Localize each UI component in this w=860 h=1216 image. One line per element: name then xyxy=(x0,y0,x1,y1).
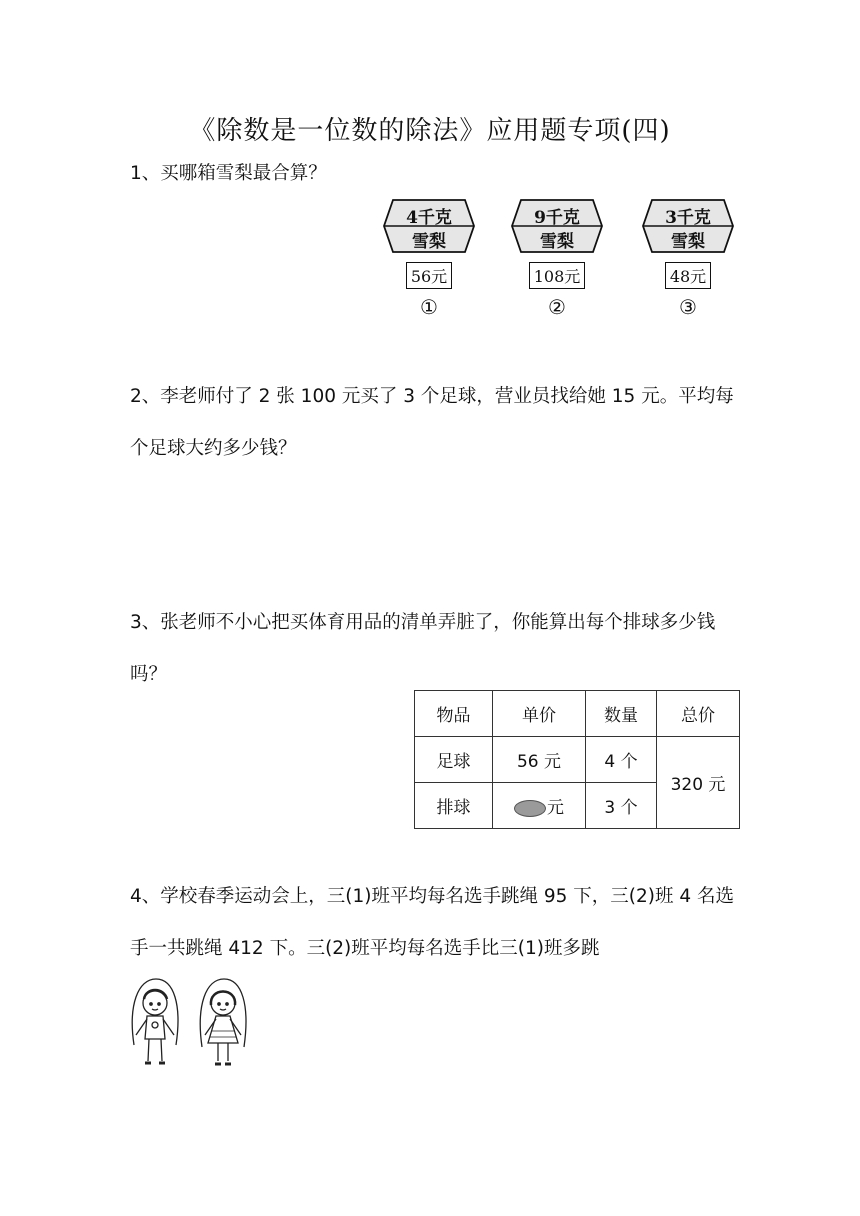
pear-box-1 xyxy=(383,198,475,319)
total-price-cell: 320 元 xyxy=(657,737,740,829)
box-name: 雪梨 xyxy=(412,232,446,252)
box-weight: 4千克 xyxy=(406,208,452,228)
quantity-cell: 3 个 xyxy=(586,783,657,829)
ink-stain-icon xyxy=(514,800,546,817)
header-cell: 数量 xyxy=(586,691,657,737)
box-weight: 9千克 xyxy=(534,208,580,228)
box-price: 108元 xyxy=(529,262,586,289)
box-price: 48元 xyxy=(665,262,711,289)
sports-goods-table xyxy=(414,690,740,829)
header-cell: 总价 xyxy=(657,691,740,737)
price-unit: 元 xyxy=(547,798,564,818)
children-jumping-rope-illustration xyxy=(126,975,256,1073)
box-name: 雪梨 xyxy=(671,232,705,252)
question-2-text: 2、李老师付了 2 张 100 元买了 3 个足球，营业员找给她 15 元。平均每个足球大约多少钱？ xyxy=(130,386,734,459)
box-price: 56元 xyxy=(406,262,452,289)
box-number: ③ xyxy=(679,295,697,319)
unit-price-cell xyxy=(493,783,586,829)
table-header-row xyxy=(415,691,740,737)
box-number: ① xyxy=(420,295,438,319)
box-number: ② xyxy=(548,295,566,319)
question-1-text: 1、买哪箱雪梨最合算？ xyxy=(130,163,327,184)
box-name: 雪梨 xyxy=(540,232,574,252)
pear-box-2 xyxy=(511,198,603,319)
box-weight: 3千克 xyxy=(665,208,711,228)
quantity-cell: 4 个 xyxy=(586,737,657,783)
table-row xyxy=(415,737,740,783)
unit-price-cell: 56 元 xyxy=(493,737,586,783)
question-3-text: 3、张老师不小心把买体育用品的清单弄脏了，你能算出每个排球多少钱吗？ xyxy=(130,612,716,685)
page-title: 《除数是一位数的除法》应用题专项(四) xyxy=(189,116,671,146)
question-4-text: 4、学校春季运动会上，三(1)班平均每名选手跳绳 95 下，三(2)班 4 名选手一共跳绳 412 下。三(2)班平均每名选手比三(1)班多跳 xyxy=(130,886,735,959)
item-cell: 排球 xyxy=(415,783,493,829)
item-cell: 足球 xyxy=(415,737,493,783)
pear-box-3 xyxy=(642,198,734,319)
header-cell: 单价 xyxy=(493,691,586,737)
header-cell: 物品 xyxy=(415,691,493,737)
